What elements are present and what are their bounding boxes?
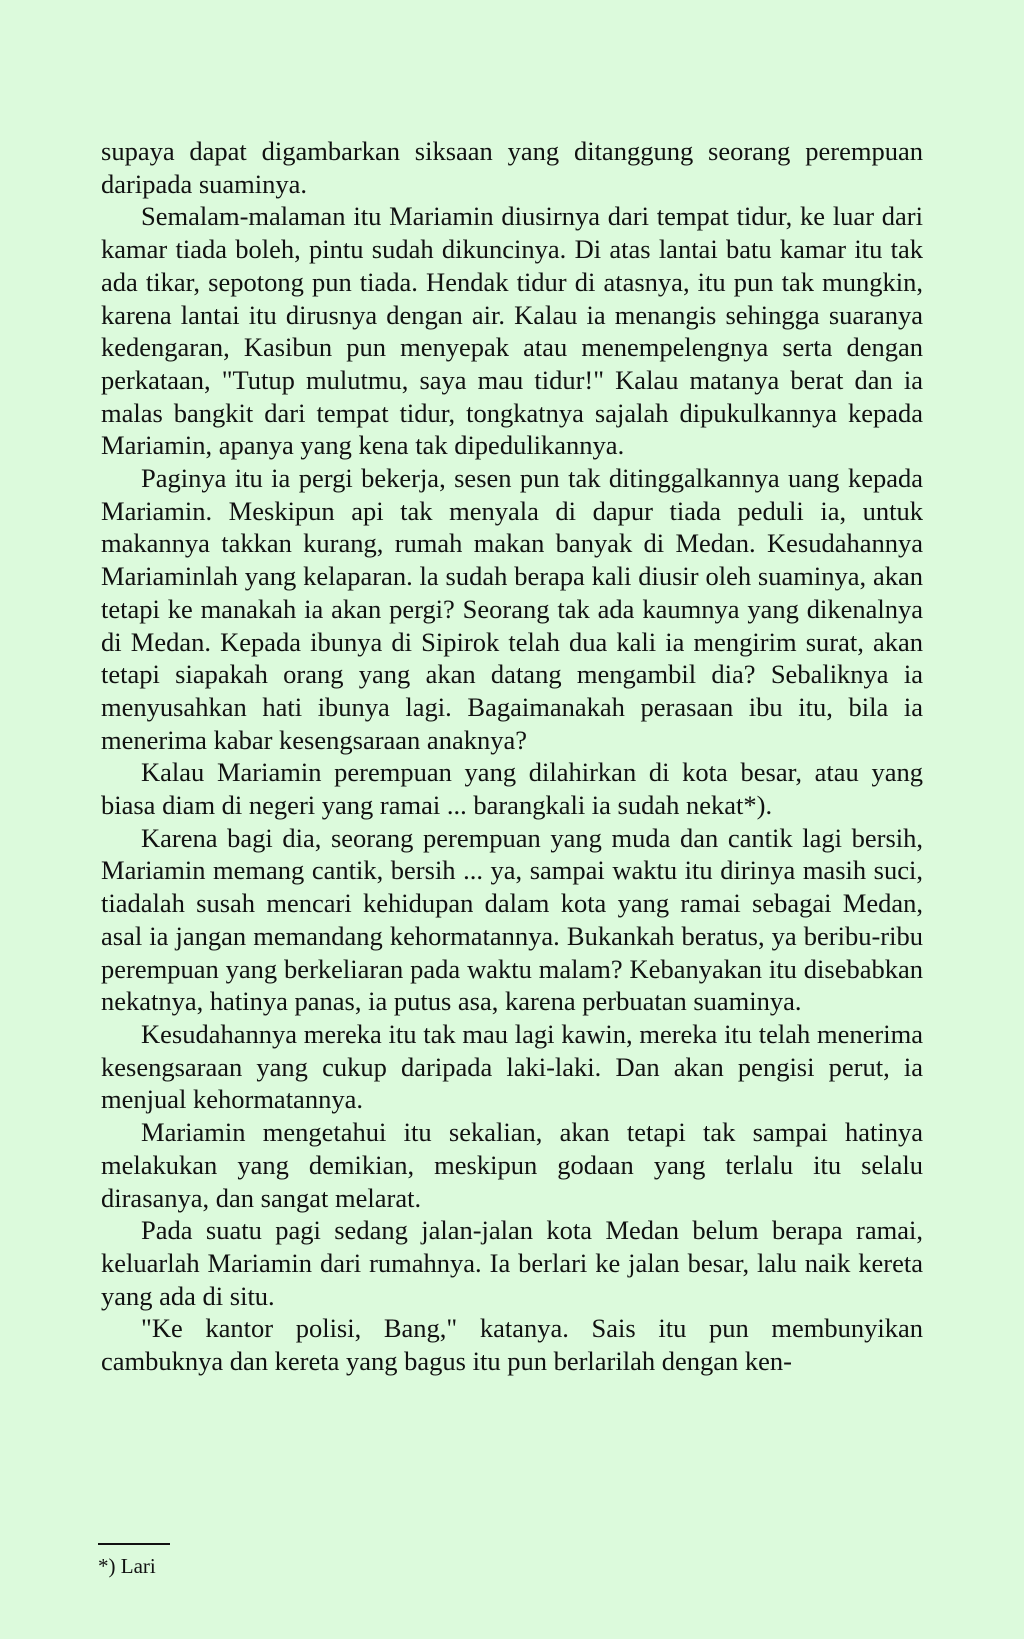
paragraph: Kesudahannya mereka itu tak mau lagi kawin, mereka itu telah menerima kesengsaraan yang cukup daripada laki-laki. Dan akan pengisi perut, ia menjual kehormatannya. [101, 1018, 923, 1115]
footnote-divider [98, 1543, 170, 1545]
paragraph: Mariamin mengetahui itu sekalian, akan tetapi tak sampai hatinya melakukan yang demikian, meskipun godaan yang terlalu itu selalu dirasanya, dan sangat melarat. [101, 1117, 923, 1213]
paragraph: Semalam-malaman itu Mariamin diusirnya dari tempat tidur, ke luar dari kamar tiada boleh, pintu sudah dikuncinya. Di atas lantai batu kamar itu tak ada tikar, sepotong pun tiada. Hendak tidur di atasnya, itu pun tak mungkin, karena lantai itu dirusnya dengan air. Kalau ia menangis sehingga suaranya kedengaran, Kasibun pun menyepak atau menempelengnya serta dengan perkataan, "Tutup mulutmu, saya mau tidur!" Kalau matanya berat dan ia malas bangkit dari tempat tidur, tongkatnya sajalah dipukulkannya kepada Mariamin, apanya yang kena tak dipedulikannya. [101, 201, 923, 461]
paragraph: Kalau Mariamin perempuan yang dilahirkan di kota besar, atau yang biasa diam di negeri yang ramai ... barangkali ia sudah nekat*). [101, 757, 923, 821]
paragraph: Karena bagi dia, seorang perempuan yang muda dan cantik lagi bersih, Mariamin memang cantik, bersih ... ya, sampai waktu itu dirinya masih suci, tiadalah susah mencari kehidupan dalam kota yang ramai sebagai Medan, asal ia jangan memandang kehormatannya. Bukankah beratus, ya beribu-ribu perempuan yang berkeliaran pada waktu malam? Kebanyakan itu disebabkan nekatnya, hatinya panas, ia putus asa, karena perbuatan suaminya. [101, 822, 923, 1017]
body-text [101, 135, 923, 1378]
footnote: *) Lari [98, 1554, 156, 1578]
paragraph: Paginya itu ia pergi bekerja, sesen pun tak ditinggalkannya uang kepada Mariamin. Meskipun api tak menyala di dapur tiada peduli ia, untuk makannya takkan kurang, rumah makan banyak di Medan. Kesudahannya Mariaminlah yang kelaparan. la sudah berapa kali diusir oleh suaminya, akan tetapi ke manakah ia akan pergi? Seorang tak ada kaumnya yang dikenalnya di Medan. Kepada ibunya di Sipirok telah dua kali ia mengirim surat, akan tetapi siapakah orang yang akan datang mengambil dia? Sebaliknya ia menyusahkan hati ibunya lagi. Bagaimanakah perasaan ibu itu, bila ia menerima kabar kesengsaraan anaknya? [101, 463, 923, 755]
paragraph: supaya dapat digambarkan siksaan yang ditanggung seorang perempuan daripada suaminya. [101, 136, 923, 199]
paragraph: "Ke kantor polisi, Bang," katanya. Sais itu pun membunyikan cambuknya dan kereta yang bagus itu pun berlarilah dengan ken- [101, 1313, 923, 1377]
paragraph: Pada suatu pagi sedang jalan-jalan kota Medan belum berapa ramai, keluarlah Mariamin dari rumahnya. Ia berlari ke jalan besar, lalu naik kereta yang ada di situ. [101, 1215, 923, 1311]
